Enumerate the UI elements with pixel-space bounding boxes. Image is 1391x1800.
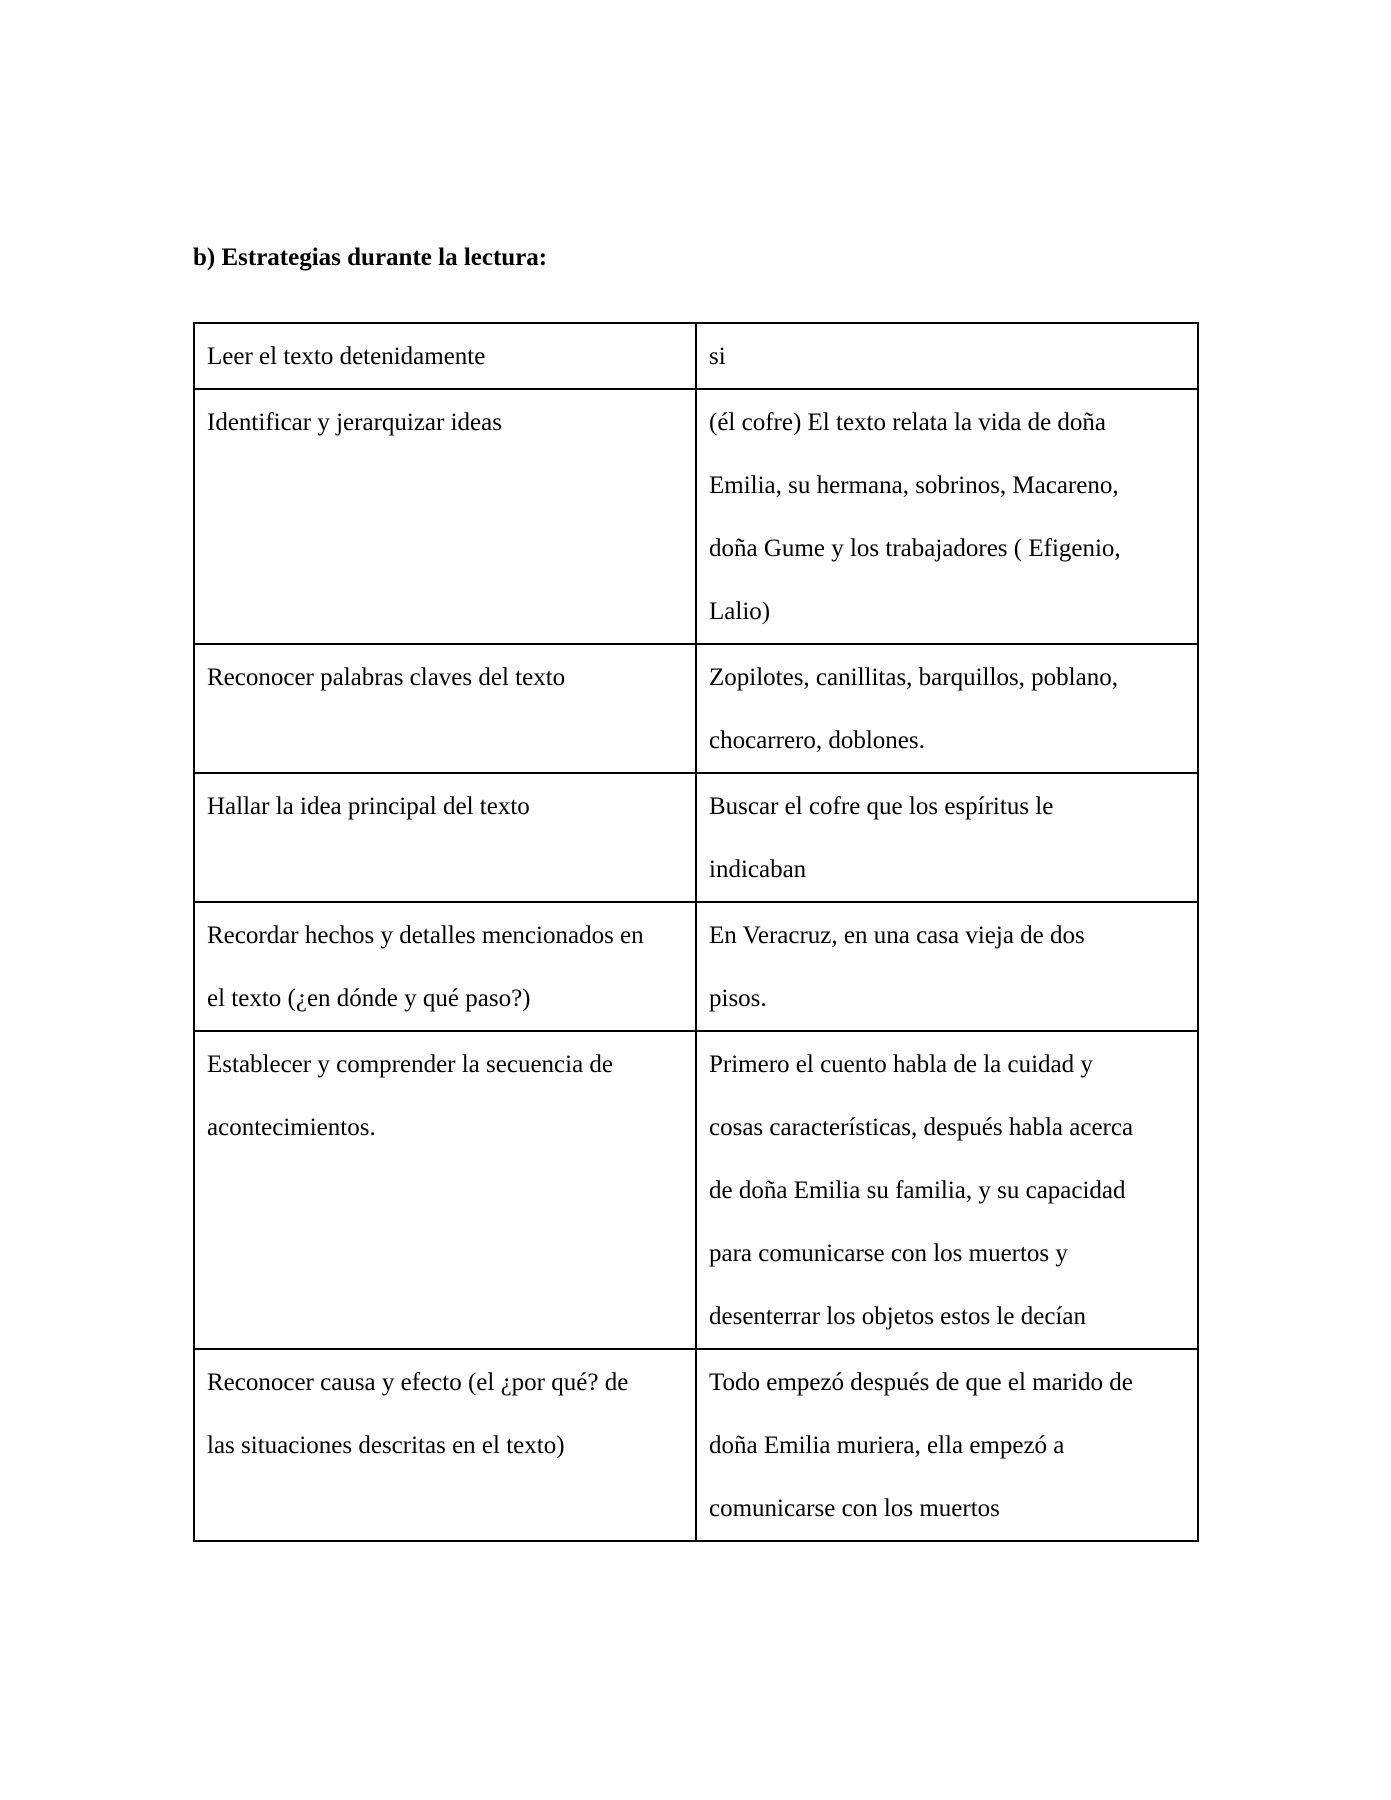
answer-cell xyxy=(696,902,1198,1031)
answer-cell xyxy=(696,1031,1198,1349)
strategy-cell xyxy=(194,773,696,902)
reading-strategies-table xyxy=(193,322,1199,1542)
strategy-cell xyxy=(194,389,696,644)
strategy-text: Leer el texto detenidamente xyxy=(207,343,486,370)
strategy-cell xyxy=(194,1349,696,1541)
answer-text: chocarrero, doblones. xyxy=(709,727,925,754)
answer-text: Emilia, su hermana, sobrinos, Macareno, xyxy=(709,472,1119,499)
answer-text: doña Gume y los trabajadores ( Efigenio, xyxy=(709,535,1121,562)
answer-text: Zopilotes, canillitas, barquillos, poblano, xyxy=(709,664,1118,691)
strategy-cell xyxy=(194,323,696,389)
table-row xyxy=(194,1349,1198,1541)
answer-text: Primero el cuento habla de la cuidad y xyxy=(709,1051,1093,1078)
strategy-text: el texto (¿en dónde y qué paso?) xyxy=(207,985,531,1012)
table-row xyxy=(194,1031,1198,1349)
table-row xyxy=(194,773,1198,902)
section-heading: b) Estrategias durante la lectura: xyxy=(193,244,548,271)
answer-text: desenterrar los objetos estos le decían xyxy=(709,1303,1086,1330)
answer-text: En Veracruz, en una casa vieja de dos xyxy=(709,922,1085,949)
answer-text: cosas características, después habla acerca xyxy=(709,1114,1134,1141)
answer-text: indicaban xyxy=(709,856,807,883)
answer-text: Lalio) xyxy=(709,598,771,625)
strategy-text: Reconocer palabras claves del texto xyxy=(207,664,566,691)
strategy-text: acontecimientos. xyxy=(207,1114,376,1141)
answer-text: si xyxy=(709,343,726,370)
strategy-text: las situaciones descritas en el texto) xyxy=(207,1432,565,1459)
strategy-cell xyxy=(194,1031,696,1349)
strategy-cell xyxy=(194,902,696,1031)
strategy-cell xyxy=(194,644,696,773)
answer-cell xyxy=(696,1349,1198,1541)
answer-cell xyxy=(696,644,1198,773)
strategy-text: Reconocer causa y efecto (el ¿por qué? de xyxy=(207,1369,629,1396)
table-row xyxy=(194,389,1198,644)
answer-cell xyxy=(696,773,1198,902)
answer-text: Todo empezó después de que el marido de xyxy=(709,1369,1133,1396)
table-row xyxy=(194,644,1198,773)
table-row xyxy=(194,323,1198,389)
strategy-text: Recordar hechos y detalles mencionados en xyxy=(207,922,644,949)
strategy-text: Establecer y comprender la secuencia de xyxy=(207,1051,614,1078)
answer-text: para comunicarse con los muertos y xyxy=(709,1240,1068,1267)
strategy-text: Identificar y jerarquizar ideas xyxy=(207,409,502,436)
answer-text: pisos. xyxy=(709,985,767,1012)
answer-text: doña Emilia muriera, ella empezó a xyxy=(709,1432,1065,1459)
answer-cell xyxy=(696,389,1198,644)
answer-text: comunicarse con los muertos xyxy=(709,1495,1000,1522)
answer-text: de doña Emilia su familia, y su capacidad xyxy=(709,1177,1126,1204)
table-row xyxy=(194,902,1198,1031)
answer-text: Buscar el cofre que los espíritus le xyxy=(709,793,1054,820)
strategy-text: Hallar la idea principal del texto xyxy=(207,793,530,820)
answer-cell xyxy=(696,323,1198,389)
answer-text: (él cofre) El texto relata la vida de doña xyxy=(709,409,1107,436)
